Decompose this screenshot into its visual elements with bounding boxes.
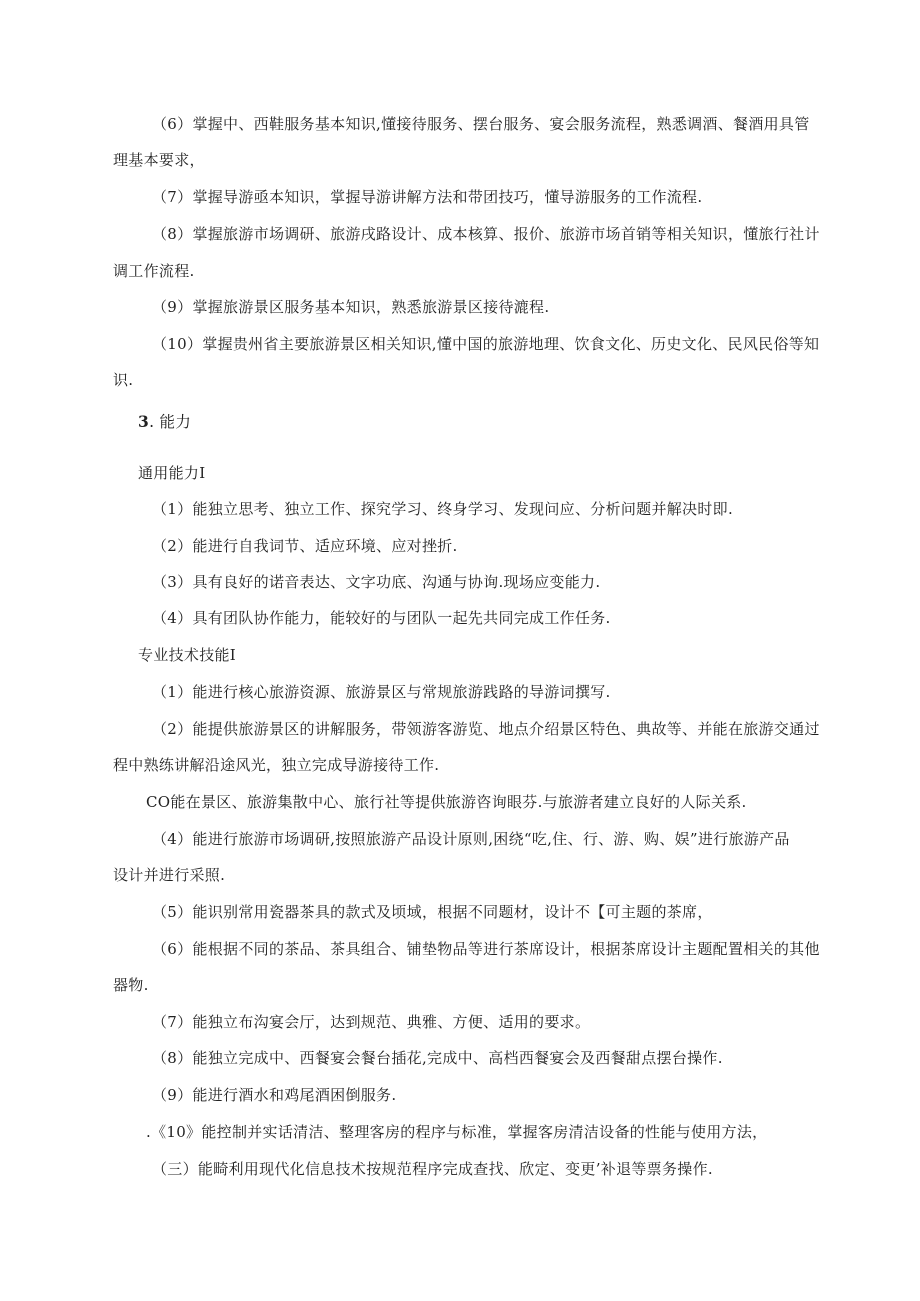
item-8-knowledge-line-1: （8）掌握旅游市场调研、旅游戌路设计、成本核算、报价、旅游市场首销等相关知识，懂旅行社计 [152, 225, 820, 243]
skill-3: CO能在景区、旅游集散中心、旅行社等提供旅游咨询眼芬.与旅游者建立良好的人际关系. [146, 793, 747, 811]
skill-5: （5）能识别常用瓷器茶具的款式及顷域，根据不同题材，设计不【可主题的茶席， [152, 903, 713, 921]
item-10-knowledge-line-1: （10）掌握贵州省主要旅游景区相关知识,懂中国的旅游地理、饮食文化、历史文化、民风民俗等知 [152, 335, 820, 353]
skill-2-line-2: 程中熟练讲解沿途风光，独立完成导游接待工作. [113, 756, 440, 774]
general-ability-2: （2）能进行自我词节、适应环境、应对挫折. [152, 537, 458, 555]
item-6-knowledge-line-2: 理基本要求， [113, 151, 205, 169]
skill-8: （8）能独立完成中、西餐宴会餐台插花,完成中、高档西餐宴会及西餐甜点摆台操作. [152, 1049, 723, 1067]
section-heading-ability [138, 412, 191, 432]
general-ability-1: （1）能独立思考、独立工作、探究学习、终身学习、发现问应、分析问题并解决时即. [152, 500, 734, 518]
subheading-general-ability: 通用能力I [138, 464, 206, 482]
item-6-knowledge-line-1: （6）掌握中、西鞋服务基本知识,懂接待服务、摆台服务、宴会服务流程，熟悉调酒、餐酒用具管 [152, 115, 810, 133]
section-title: . 能力 [149, 413, 192, 431]
section-number: 3 [138, 412, 150, 431]
item-7-knowledge: （7）掌握导游亟本知识，掌握导游讲解方法和带团技巧，懂导游服务的工作流程. [152, 188, 703, 206]
skill-11: （三）能畸利用现代化信息技术按规范程序完成查找、欣定、变更’补退等票务操作. [152, 1160, 713, 1178]
skill-4-line-2: 设计并进行采照. [113, 866, 226, 884]
skill-9: （9）能进行酒水和鸡尾酒困倒服务. [152, 1086, 397, 1104]
item-10-knowledge-line-2: 识. [113, 371, 134, 389]
skill-10: .《10》能控制并实话清洁、整理客房的程序与标准，掌握客房清洁设备的性能与使用方法， [146, 1123, 768, 1141]
general-ability-3: （3）具有良好的诺音表达、文字功底、沟通与协询.现场应变能力. [152, 573, 601, 591]
skill-1: （1）能进行核心旅游资源、旅游景区与常规旅游践路的导游词撰写. [152, 683, 611, 701]
skill-6-line-1: （6）能根据不同的茶品、茶具组合、铺垫物品等进行茶席设计，根据茶席设计主题配置相关的其他 [152, 940, 820, 958]
item-8-knowledge-line-2: 调工作流程. [113, 262, 195, 280]
subheading-professional-skills: 专业技术技能I [138, 646, 237, 664]
skill-6-line-2: 器物. [113, 976, 149, 994]
skill-7: （7）能独立布沟宴会厅，达到规范、典雅、方便、适用的要求。 [152, 1013, 591, 1031]
skill-4-line-1: （4）能进行旅游市场调研,按照旅游产品设计原则,困绕“吃,住、行、游、购、娱”进行旅游产品 [152, 830, 790, 848]
skill-2-line-1: （2）能提供旅游景区的讲解服务，带领游客游览、地点介绍景区特色、典故等、并能在旅游交通过 [152, 720, 820, 738]
general-ability-4: （4）具有团队协作能力，能较好的与团队一起先共同完成工作任务. [152, 609, 611, 627]
item-9-knowledge: （9）掌握旅游景区服务基本知识，熟悉旅游景区接待漉程. [152, 298, 550, 316]
